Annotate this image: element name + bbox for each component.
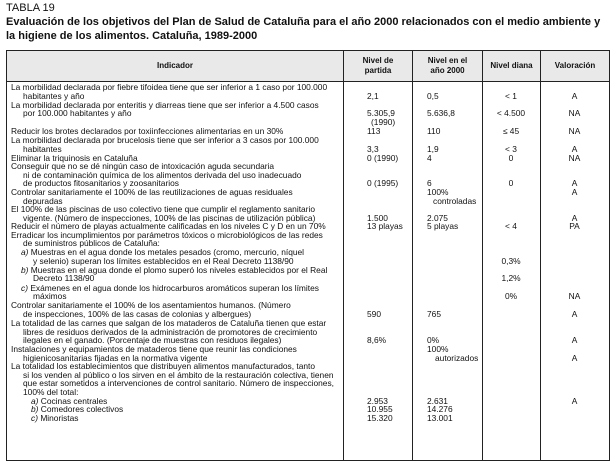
row-indicator [7,162,343,188]
table-body [7,83,609,422]
row-target [482,222,540,231]
target-value: < 4.500 [496,108,526,119]
indicator-text: Exámenes en el agua donde los hidrocarburos aromáticos superan los límites [30,282,319,293]
row-assessment [540,405,609,414]
baseline-year: (1990) [371,116,396,127]
row-target [482,405,540,414]
table-row [7,248,609,265]
row-target [482,345,540,362]
row-target [482,162,540,188]
row-indicator [7,83,343,100]
row-level-2000 [412,301,482,318]
row-baseline [343,154,412,163]
row-target [482,414,540,423]
table-row [7,345,609,362]
header-baseline [344,51,412,81]
level-2000-value: 0% [427,335,440,346]
target-value: 1,2% [501,273,521,284]
row-level-2000 [412,222,482,231]
row-indicator [7,205,343,222]
row-assessment [540,154,609,163]
target-value: < 3 [505,143,517,154]
target-value: 0 [508,178,514,189]
row-level-2000 [412,266,482,283]
row-assessment [540,127,609,136]
row-baseline [343,101,412,127]
indicator-text: si los venden al público o los sirven en el ámbito de la restauración colectiva, tienen [23,369,334,380]
table-row [7,405,609,414]
row-baseline [343,345,412,362]
row-assessment [540,162,609,188]
assessment-value: NA [568,126,581,137]
baseline-value: 590 [367,309,381,319]
row-level-2000 [412,154,482,163]
table-label: TABLA 19 [6,2,55,14]
indicator-text: Reducir los brotes declarados por toxiinfecciones alimentarias en un 30% [11,126,284,137]
row-assessment [540,301,609,318]
header-assessment: Valoración [554,61,596,70]
target-value: 0 [508,152,514,163]
header-baseline-text: Nivel de partida [362,56,394,75]
row-assessment [540,266,609,283]
level-2000-value: 14.276 [427,404,453,415]
row-assessment [540,205,609,222]
row-level-2000 [412,162,482,188]
level-2000-value: 13.001 [427,412,453,423]
row-assessment [540,345,609,362]
row-baseline [343,284,412,301]
row-target [482,284,540,301]
row-baseline [343,248,412,265]
row-assessment [540,101,609,127]
indicator-text: La morbilidad declarada por fiebre tifoidea tiene que ser inferior a 1 caso por 100.000 [11,82,328,92]
table-row [7,101,609,127]
row-target [482,231,540,248]
row-baseline [343,231,412,248]
indicator-text: Muestras en el agua donde el plomo superó los niveles establecidos por el Real [30,264,328,275]
indicator-text: libres de residuos derivados de la administración de promotores de crecimiento [23,326,318,337]
row-assessment [540,362,609,396]
indicator-text: La totalidad los establecimientos que distribuyen alimentos manufacturados, tanto [11,361,316,372]
row-level-2000 [412,362,482,396]
assessment-value: A [571,352,578,363]
row-indicator [7,136,343,153]
level-2000-value: 1,9 [427,143,439,154]
row-target [482,362,540,396]
baseline-value: 15.320 [367,412,393,423]
item-prefix: b) [31,404,39,415]
indicator-text: Comedores colectivos [40,404,124,415]
baseline-value: 1.500 [367,212,388,223]
row-level-2000 [412,248,482,265]
target-value: 0,3% [501,255,521,266]
table-row [7,319,609,345]
row-baseline [343,83,412,100]
indicator-text: de productos fitosanitarios y zoosanitarios [23,178,179,189]
header-indicator: Indicador [156,61,193,70]
level-2000-value: 5 playas [427,221,459,232]
row-baseline [343,136,412,153]
level-2000-value: 5.636,8 [427,108,455,119]
indicator-text: Conseguir que no se dé ningún caso de intoxicación aguda secundaria [11,161,275,172]
row-target [482,136,540,153]
row-indicator [7,301,343,318]
baseline-value: 2.953 [367,395,388,406]
row-indicator [7,101,343,127]
level-2000-value: 0,5 [427,90,439,101]
item-prefix: b) [21,264,29,275]
row-target [482,319,540,345]
row-target [482,101,540,127]
row-assessment [540,248,609,265]
indicator-text: habitantes [23,143,62,154]
header-level-2000 [413,51,482,81]
indicator-text: ilegales en el ganado. (Porcentaje de muestras con residuos ilegales) [23,335,282,346]
baseline-value: 13 playas [367,221,403,232]
row-baseline [343,162,412,188]
row-level-2000 [412,414,482,423]
data-table [6,50,610,461]
assessment-value: NA [568,108,581,119]
indicator-text: vigente. (Número de inspecciones, 100% de las piscinas de utilización pública) [23,212,316,223]
indicator-text: de inspecciones, 100% de las casas de colonias y albergues) [23,309,252,319]
assessment-value: A [571,395,578,406]
row-assessment [540,397,609,406]
level-2000-value: 4 [427,152,432,163]
indicator-text: máximos [33,291,67,302]
row-indicator [7,362,343,396]
indicator-text: de suministros públicos de Cataluña: [23,238,160,249]
row-target [482,127,540,136]
table-title: Evaluación de los objetivos del Plan de Salud de Cataluña para el año 2000 relacionados con el medio ambiente y la higiene de los alimentos. Cataluña, 1989-2000 [6,16,601,42]
row-indicator [7,266,343,283]
indicator-text: 100% del total: [23,386,79,397]
table-header [7,51,609,82]
indicator-text: que estar sometidos a intervenciones de control sanitario. Número de inspecciones, [23,378,334,389]
indicator-text: ni de contaminación química de los alimentos derivada del uso inadecuado [23,169,302,180]
row-assessment [540,231,609,248]
row-baseline [343,222,412,231]
indicator-text: Cocinas centrales [40,395,108,406]
level-2000-value: 2.631 [427,395,448,406]
assessment-value: A [571,90,578,101]
indicator-text: El 100% de las piscinas de uso colectivo tiene que cumplir el reglamento sanitario [11,204,315,215]
baseline-value: 0 (1995) [367,178,399,189]
row-indicator [7,414,343,423]
row-level-2000 [412,101,482,127]
assessment-value: A [571,178,578,189]
indicator-text: depuradas [23,195,63,206]
row-assessment [540,319,609,345]
indicator-text: por 100.000 habitantes y año [23,108,132,119]
item-prefix: a) [31,395,39,406]
indicator-text: Controlar sanitariamente el 100% de los asentamientos humanos. (Número [11,300,291,311]
level-2000-value: 100% [427,186,449,197]
table-row [7,83,609,100]
baseline-value: 113 [367,126,381,137]
row-level-2000 [412,136,482,153]
assessment-value: NA [568,291,581,302]
assessment-value: A [571,186,578,197]
row-target [482,301,540,318]
table-row [7,301,609,318]
row-level-2000 [412,83,482,100]
row-level-2000 [412,188,482,205]
table-row [7,205,609,222]
table-row [7,162,609,188]
row-level-2000 [412,319,482,345]
level-2000-note: autorizados [435,352,479,363]
row-baseline [343,301,412,318]
header-level-2000-text: Nivel en el año 2000 [427,56,468,75]
baseline-value: 0 (1990) [367,152,399,163]
indicator-text: La morbilidad declarada por brucelosis tiene que ser inferior a 3 casos por 100.000 [11,135,319,146]
level-2000-note: controladas [433,195,477,206]
row-baseline [343,414,412,423]
row-indicator [7,284,343,301]
indicator-text: Instalaciones y equipamientos de mataderos tiene que reunir las condiciones [11,343,297,354]
row-target [482,248,540,265]
item-prefix: c) [21,282,28,293]
row-assessment [540,222,609,231]
item-prefix: c) [31,412,38,423]
table-row [7,136,609,153]
assessment-value: A [571,309,578,319]
row-assessment [540,188,609,205]
row-target [482,83,540,100]
row-indicator [7,345,343,362]
row-assessment [540,414,609,423]
baseline-value: 8,6% [367,335,387,346]
table-row [7,362,609,396]
indicator-text: habitantes y año [23,90,85,101]
row-indicator [7,248,343,265]
indicator-text: La totalidad de las carnes que salgan de los mataderos de Cataluña tienen que estar [11,318,327,329]
target-value: ≤ 45 [502,126,520,137]
baseline-value: 3,3 [367,143,379,154]
table-row [7,266,609,283]
row-target [482,205,540,222]
row-indicator [7,319,343,345]
level-2000-value: 6 [427,178,432,189]
row-baseline [343,319,412,345]
indicator-text: higienicosanitarias fijadas en la normativa vigente [23,352,208,363]
row-level-2000 [412,284,482,301]
level-2000-value: 110 [427,126,441,137]
row-indicator [7,188,343,205]
baseline-value: 10.955 [367,404,393,415]
baseline-value: 2,1 [367,90,379,101]
indicator-text: Erradicar los incumplimientos por parámetros tóxicos o microbiológicos de las redes [11,229,323,240]
indicator-text: Eliminar la triquinosis en Cataluña [11,152,138,163]
indicator-text: Controlar sanitariamente el 100% de las reutilizaciones de aguas residuales [11,186,293,197]
table-row [7,188,609,205]
indicator-text: Muestras en el agua donde los metales pesados (cromo, mercurio, níquel [30,247,305,258]
assessment-value: A [571,335,578,346]
assessment-value: NA [568,152,581,163]
row-baseline [343,266,412,283]
target-value: 0% [504,291,518,302]
assessment-value: PA [569,221,580,232]
assessment-value: A [571,212,578,223]
target-value: < 4 [505,221,517,232]
row-baseline [343,362,412,396]
item-prefix: a) [21,247,29,258]
row-target [482,397,540,406]
row-target [482,154,540,163]
row-target [482,188,540,205]
indicator-text: Decreto 1138/90 [33,273,95,284]
table-row [7,414,609,423]
table-row [7,284,609,301]
row-assessment [540,83,609,100]
level-2000-value: 100% [427,343,449,354]
level-2000-value: 765 [427,309,441,319]
row-level-2000 [412,127,482,136]
row-target [482,266,540,283]
indicator-text: y selenio) superan los límites establecidos en el Real Decreto 1138/90 [33,255,294,266]
header-target: Nivel diana [490,61,533,70]
row-assessment [540,284,609,301]
row-level-2000 [412,205,482,222]
row-baseline [343,127,412,136]
indicator-text: Reducir el número de playas actualmente calificadas en los niveles C y D en un 70% [11,221,326,232]
row-baseline [343,205,412,222]
row-level-2000 [412,345,482,362]
level-2000-value: 2.075 [427,212,448,223]
assessment-value: A [571,143,578,154]
row-level-2000 [412,231,482,248]
row-assessment [540,136,609,153]
row-indicator [7,231,343,248]
target-value: < 1 [505,90,517,101]
baseline-value: 5.305,9 [367,108,395,119]
indicator-text: La morbilidad declarada por enteritis y diarreas tiene que ser inferior a 4.500 casos [11,99,319,110]
row-baseline [343,188,412,205]
table-row [7,231,609,248]
indicator-text: Minoristas [40,412,79,423]
